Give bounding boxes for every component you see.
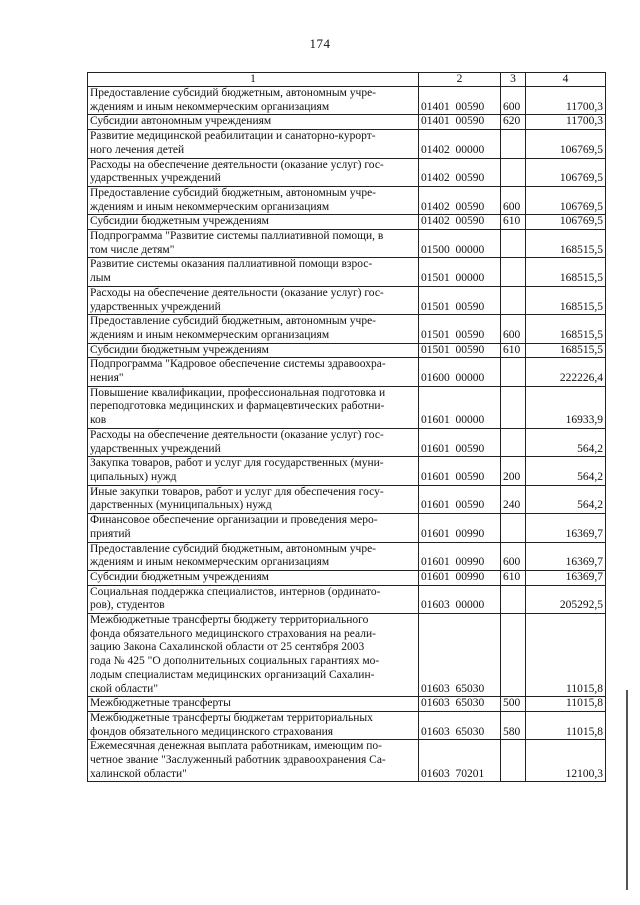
row-type-cell	[501, 286, 526, 314]
table-row	[88, 358, 606, 386]
table-row	[88, 286, 606, 314]
row-type-cell: 610	[501, 570, 526, 585]
row-amount-cell: 106769,5	[526, 130, 606, 158]
row-amount-cell: 11015,8	[526, 614, 606, 697]
row-name-cell: Субсидии бюджетным учреждениям	[88, 343, 419, 358]
row-code-cell: 01601 00000	[419, 386, 501, 428]
table-row	[88, 158, 606, 186]
row-name-cell: Субсидии автономным учреждениям	[88, 115, 419, 130]
row-amount-cell: 11015,8	[526, 697, 606, 712]
row-code-cell: 01401 00590	[419, 115, 501, 130]
row-code-cell: 01500 00000	[419, 230, 501, 258]
row-amount-cell: 106769,5	[526, 215, 606, 230]
table-row	[88, 386, 606, 428]
row-name-cell: Расходы на обеспечение деятельности (оказание услуг) гос- ударственных учреждений	[88, 286, 419, 314]
row-type-cell: 200	[501, 457, 526, 485]
page-number: 174	[309, 36, 331, 51]
row-code-cell: 01603 65030	[419, 697, 501, 712]
row-name-cell: Подпрограмма "Развитие системы паллиативной помощи, в том числе детям"	[88, 230, 419, 258]
row-name-cell: Повышение квалификации, профессиональная подготовка и переподготовка медицинских и фармацевтических работни- ков	[88, 386, 419, 428]
header-col-amount: 4	[526, 73, 606, 87]
row-amount-cell: 205292,5	[526, 585, 606, 613]
row-code-cell: 01402 00590	[419, 186, 501, 214]
row-name-cell: Предоставление субсидий бюджетным, автономным учре- ждениям и иным некоммерческим организациям	[88, 186, 419, 214]
row-code-cell: 01603 65030	[419, 614, 501, 697]
row-name-cell: Межбюджетные трансферты бюджету территориального фонда обязательного медицинского страхования на реали- зацию Закона Сахалинской области от 25 сентября 2003 года № 425 "О дополнительных социальных гарантиях мо- лодым специалистам медицинских организаций Сахалин- ской области"	[88, 614, 419, 697]
row-code-cell: 01501 00590	[419, 286, 501, 314]
table-row	[88, 258, 606, 286]
row-type-cell: 600	[501, 87, 526, 115]
row-code-cell: 01401 00590	[419, 87, 501, 115]
row-name-cell: Развитие медицинской реабилитации и санаторно-курорт- ного лечения детей	[88, 130, 419, 158]
row-type-cell: 620	[501, 115, 526, 130]
row-type-cell	[501, 428, 526, 456]
row-code-cell: 01501 00590	[419, 343, 501, 358]
row-name-cell: Предоставление субсидий бюджетным, автономным учре- ждениям и иным некоммерческим организациям	[88, 542, 419, 570]
table-row	[88, 740, 606, 782]
row-code-cell: 01603 70201	[419, 740, 501, 782]
row-code-cell: 01601 00590	[419, 457, 501, 485]
table-row	[88, 115, 606, 130]
row-name-cell: Развитие системы оказания паллиативной помощи взрос- лым	[88, 258, 419, 286]
row-name-cell: Расходы на обеспечение деятельности (оказание услуг) гос- ударственных учреждений	[88, 158, 419, 186]
row-code-cell: 01601 00590	[419, 485, 501, 513]
row-name-cell: Закупка товаров, работ и услуг для государственных (муни- ципальных) нужд	[88, 457, 419, 485]
row-type-cell: 580	[501, 711, 526, 739]
budget-table	[87, 72, 606, 782]
row-type-cell: 500	[501, 697, 526, 712]
row-amount-cell: 11700,3	[526, 115, 606, 130]
row-type-cell	[501, 358, 526, 386]
row-amount-cell: 168515,5	[526, 343, 606, 358]
table-row	[88, 585, 606, 613]
row-name-cell: Иные закупки товаров, работ и услуг для обеспечения госу- дарственных (муниципальных) нужд	[88, 485, 419, 513]
row-type-cell	[501, 158, 526, 186]
row-code-cell: 01402 00000	[419, 130, 501, 158]
row-amount-cell: 564,2	[526, 457, 606, 485]
table-row	[88, 711, 606, 739]
row-amount-cell: 11700,3	[526, 87, 606, 115]
row-name-cell: Ежемесячная денежная выплата работникам, имеющим по- четное звание "Заслуженный работник здравоохранения Са- халинской области"	[88, 740, 419, 782]
row-name-cell: Межбюджетные трансферты	[88, 697, 419, 712]
table-row	[88, 457, 606, 485]
table-row	[88, 186, 606, 214]
row-code-cell: 01601 00990	[419, 514, 501, 542]
table-row	[88, 87, 606, 115]
table-row	[88, 130, 606, 158]
row-amount-cell: 16369,7	[526, 514, 606, 542]
row-type-cell	[501, 130, 526, 158]
row-name-cell: Субсидии бюджетным учреждениям	[88, 215, 419, 230]
row-type-cell	[501, 614, 526, 697]
row-name-cell: Подпрограмма "Кадровое обеспечение системы здравоохра- нения"	[88, 358, 419, 386]
table-row	[88, 215, 606, 230]
row-code-cell: 01603 00000	[419, 585, 501, 613]
header-col-type: 3	[501, 73, 526, 87]
table-row	[88, 614, 606, 697]
row-type-cell: 600	[501, 186, 526, 214]
row-amount-cell: 168515,5	[526, 315, 606, 343]
row-type-cell	[501, 740, 526, 782]
table-row	[88, 343, 606, 358]
table-row	[88, 542, 606, 570]
table-row	[88, 315, 606, 343]
header-row	[88, 73, 606, 87]
row-type-cell: 610	[501, 343, 526, 358]
row-code-cell: 01402 00590	[419, 158, 501, 186]
row-name-cell: Финансовое обеспечение организации и проведения меро- приятий	[88, 514, 419, 542]
row-amount-cell: 11015,8	[526, 711, 606, 739]
row-name-cell: Расходы на обеспечение деятельности (оказание услуг) гос- ударственных учреждений	[88, 428, 419, 456]
row-amount-cell: 222226,4	[526, 358, 606, 386]
header-col-code: 2	[419, 73, 501, 87]
row-type-cell: 600	[501, 315, 526, 343]
row-code-cell: 01600 00000	[419, 358, 501, 386]
row-code-cell: 01402 00590	[419, 215, 501, 230]
row-amount-cell: 16369,7	[526, 570, 606, 585]
row-code-cell: 01501 00590	[419, 315, 501, 343]
row-amount-cell: 168515,5	[526, 230, 606, 258]
row-name-cell: Предоставление субсидий бюджетным, автономным учре- ждениям и иным некоммерческим организациям	[88, 87, 419, 115]
table-row	[88, 514, 606, 542]
row-amount-cell: 106769,5	[526, 158, 606, 186]
row-type-cell: 240	[501, 485, 526, 513]
row-name-cell: Социальная поддержка специалистов, интернов (ординато- ров), студентов	[88, 585, 419, 613]
row-amount-cell: 16933,9	[526, 386, 606, 428]
table-row	[88, 697, 606, 712]
table-row	[88, 485, 606, 513]
row-name-cell: Межбюджетные трансферты бюджетам территориальных фондов обязательного медицинского страхования	[88, 711, 419, 739]
row-code-cell: 01601 00990	[419, 542, 501, 570]
row-amount-cell: 106769,5	[526, 186, 606, 214]
row-name-cell: Предоставление субсидий бюджетным, автономным учре- ждениям и иным некоммерческим организациям	[88, 315, 419, 343]
row-amount-cell: 12100,3	[526, 740, 606, 782]
row-amount-cell: 16369,7	[526, 542, 606, 570]
table-row	[88, 230, 606, 258]
row-code-cell: 01501 00000	[419, 258, 501, 286]
row-type-cell: 600	[501, 542, 526, 570]
row-code-cell: 01601 00990	[419, 570, 501, 585]
row-amount-cell: 564,2	[526, 485, 606, 513]
row-type-cell	[501, 585, 526, 613]
row-type-cell	[501, 386, 526, 428]
table-row	[88, 428, 606, 456]
header-col-name: 1	[88, 73, 419, 87]
row-amount-cell: 168515,5	[526, 258, 606, 286]
row-code-cell: 01601 00590	[419, 428, 501, 456]
row-code-cell: 01603 65030	[419, 711, 501, 739]
table-row	[88, 570, 606, 585]
scan-artifact-line	[626, 690, 628, 890]
row-type-cell	[501, 258, 526, 286]
row-name-cell: Субсидии бюджетным учреждениям	[88, 570, 419, 585]
row-amount-cell: 564,2	[526, 428, 606, 456]
row-amount-cell: 168515,5	[526, 286, 606, 314]
row-type-cell: 610	[501, 215, 526, 230]
row-type-cell	[501, 514, 526, 542]
row-type-cell	[501, 230, 526, 258]
